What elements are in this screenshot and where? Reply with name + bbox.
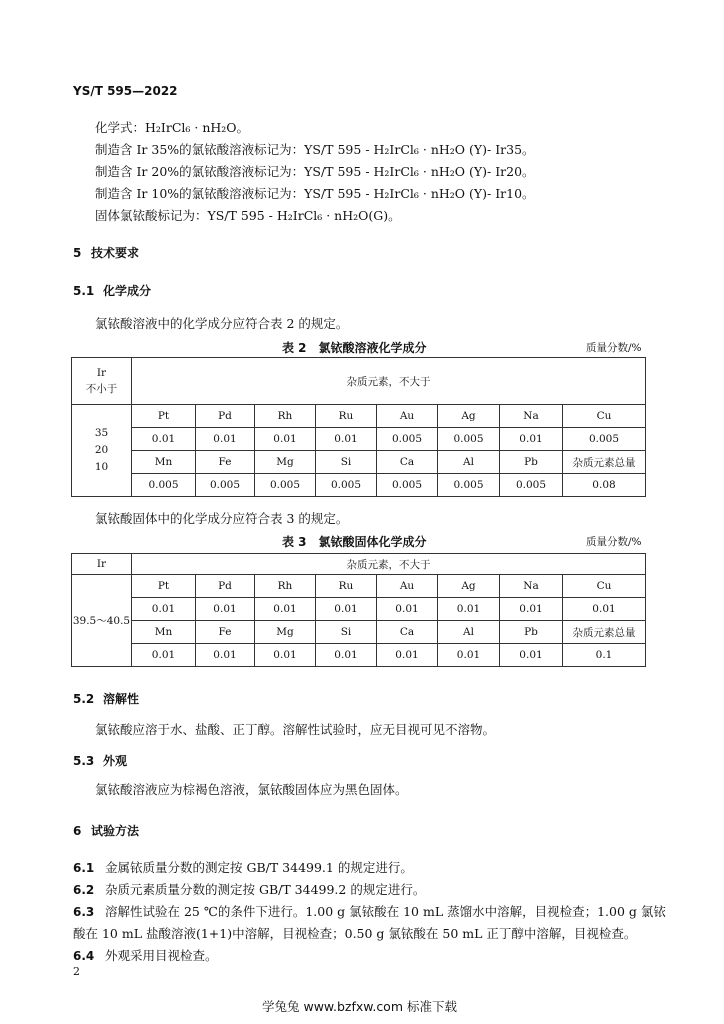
element-value: 0.005: [500, 474, 563, 497]
element-name: Cu: [563, 575, 646, 598]
table-unit: 质量分数/%: [586, 536, 642, 548]
section-number: 5: [73, 246, 82, 260]
section-number: 5.3: [73, 754, 95, 768]
test-method-item: [73, 858, 413, 876]
element-value: 0.01: [500, 428, 563, 451]
element-name: Mn: [132, 621, 196, 644]
section-heading: [73, 244, 139, 261]
section-heading: [73, 822, 139, 839]
element-value: 0.01: [500, 644, 563, 667]
element-name: Pd: [196, 575, 255, 598]
section-heading: [73, 282, 151, 299]
impurity-header: 杂质元素，不大于: [132, 358, 646, 405]
section-number: 6: [73, 824, 82, 838]
element-name: Ca: [377, 451, 438, 474]
item-number: 6.1: [73, 861, 95, 875]
item-text: 溶解性试验在 25 ℃的条件下进行。1.00 g 氯铱酸在 10 mL 蒸馏水中溶解，目视检查；1.00 g 氯铱: [105, 904, 666, 919]
item-text: 外观采用目视检查。: [105, 948, 218, 963]
element-value: 0.005: [438, 474, 500, 497]
impurity-header: 杂质元素，不大于: [132, 554, 646, 575]
element-name: Mg: [255, 451, 316, 474]
paragraph: 氯铱酸固体中的化学成分应符合表 3 的规定。: [95, 511, 349, 526]
element-value: 0.005: [563, 428, 646, 451]
test-method-item: [73, 902, 666, 920]
chemical-formula: [95, 118, 249, 136]
element-name: Pb: [500, 621, 563, 644]
element-name: Mn: [132, 451, 196, 474]
paragraph: 氯铱酸溶液中的化学成分应符合表 2 的规定。: [95, 316, 349, 331]
element-name: Rh: [255, 575, 316, 598]
section-heading: [73, 690, 139, 707]
section-heading: [73, 752, 127, 769]
table-caption: 表 3 氯铱酸固体化学成分: [282, 535, 427, 549]
element-name: Al: [438, 451, 500, 474]
ir-header-cell: [72, 358, 132, 405]
element-name: Pd: [196, 405, 255, 428]
element-value: 0.005: [377, 474, 438, 497]
element-name: Na: [500, 575, 563, 598]
ir-value: 35: [94, 427, 109, 439]
element-value: 0.01: [500, 598, 563, 621]
element-name: Na: [500, 405, 563, 428]
section-title: 外观: [103, 754, 128, 768]
element-name: Pt: [132, 405, 196, 428]
element-value: 0.01: [438, 644, 500, 667]
section-title: 溶解性: [103, 692, 140, 706]
element-name: Si: [316, 621, 377, 644]
formula-label: 化学式：: [95, 120, 146, 135]
table-3: [71, 553, 646, 667]
element-value: 0.01: [255, 644, 316, 667]
element-value: 0.01: [196, 598, 255, 621]
ir-label: Ir: [96, 367, 107, 379]
element-name: Cu: [563, 405, 646, 428]
watermark-text: 学兔兔 www.bzfxw.com 标准下载: [262, 999, 457, 1014]
section-number: 5.1: [73, 284, 95, 298]
ir-value: 10: [94, 461, 109, 473]
element-value: 0.01: [316, 598, 377, 621]
element-name: Ca: [377, 621, 438, 644]
element-name: Fe: [196, 621, 255, 644]
document-id: YS/T 595—2022: [73, 84, 178, 98]
formula-value: H₂IrCl₆ · nH₂O。: [145, 120, 250, 135]
element-value: 0.01: [196, 428, 255, 451]
element-name: Ag: [438, 575, 500, 598]
test-method-item-continued: 酸在 10 mL 盐酸溶液(1+1)中溶解，目视检查；0.50 g 氯铱酸在 50 mL 正丁醇中溶解，目视检查。: [73, 926, 637, 941]
element-value: 0.08: [563, 474, 646, 497]
element-value: 0.01: [438, 598, 500, 621]
item-number: 6.3: [73, 905, 95, 919]
ir-values-cell: [72, 405, 132, 497]
section-title: 试验方法: [91, 824, 140, 838]
table-unit: 质量分数/%: [586, 342, 642, 354]
element-name: Pb: [500, 451, 563, 474]
ir-value: 20: [94, 444, 109, 456]
element-name: Si: [316, 451, 377, 474]
element-value: 0.01: [132, 644, 196, 667]
item-text: 杂质元素质量分数的测定按 GB/T 34499.2 的规定进行。: [105, 882, 426, 897]
table-caption: 表 2 氯铱酸溶液化学成分: [282, 341, 427, 355]
element-name: Pt: [132, 575, 196, 598]
item-number: 6.4: [73, 949, 95, 963]
element-name: 杂质元素总量: [563, 451, 646, 474]
page-number: 2: [73, 965, 80, 978]
table-2: [71, 357, 646, 497]
item-number: 6.2: [73, 883, 95, 897]
ir-value-cell: 39.5～40.5: [72, 575, 132, 667]
element-name: Al: [438, 621, 500, 644]
paragraph: 氯铱酸应溶于水、盐酸、正丁醇。溶解性试验时，应无目视可见不溶物。: [95, 722, 496, 737]
designation-line: 制造含 Ir 10%的氯铱酸溶液标记为：YS/T 595 - H₂IrCl₆ · nH₂O (Y)- Ir10。: [95, 186, 535, 201]
element-name: Ru: [316, 405, 377, 428]
designation-line: 制造含 Ir 20%的氯铱酸溶液标记为：YS/T 595 - H₂IrCl₆ · nH₂O (Y)- Ir20。: [95, 164, 535, 179]
element-name: 杂质元素总量: [563, 621, 646, 644]
ir-header-cell: Ir: [72, 554, 132, 575]
element-value: 0.01: [563, 598, 646, 621]
element-name: Au: [377, 405, 438, 428]
element-value: 0.01: [377, 644, 438, 667]
element-name: Mg: [255, 621, 316, 644]
element-value: 0.01: [255, 428, 316, 451]
section-number: 5.2: [73, 692, 95, 706]
section-title: 技术要求: [91, 246, 140, 260]
element-value: 0.005: [132, 474, 196, 497]
element-value: 0.01: [377, 598, 438, 621]
element-value: 0.01: [196, 644, 255, 667]
test-method-item: [73, 880, 425, 898]
element-name: Fe: [196, 451, 255, 474]
item-text: 金属铱质量分数的测定按 GB/T 34499.1 的规定进行。: [105, 860, 413, 875]
designation-line: 固体氯铱酸标记为：YS/T 595 - H₂IrCl₆ · nH₂O(G)。: [95, 208, 401, 223]
element-value: 0.01: [316, 428, 377, 451]
test-method-item: [73, 946, 218, 964]
element-name: Rh: [255, 405, 316, 428]
element-value: 0.005: [196, 474, 255, 497]
element-value: 0.01: [132, 598, 196, 621]
element-value: 0.005: [255, 474, 316, 497]
section-title: 化学成分: [103, 284, 152, 298]
designation-line: 制造含 Ir 35%的氯铱酸溶液标记为：YS/T 595 - H₂IrCl₆ · nH₂O (Y)- Ir35。: [95, 142, 535, 157]
element-value: 0.01: [132, 428, 196, 451]
element-value: 0.005: [377, 428, 438, 451]
element-value: 0.005: [438, 428, 500, 451]
element-name: Ru: [316, 575, 377, 598]
paragraph: 氯铱酸溶液应为棕褐色溶液，氯铱酸固体应为黑色固体。: [95, 782, 408, 797]
element-name: Ag: [438, 405, 500, 428]
element-value: 0.1: [563, 644, 646, 667]
element-value: 0.01: [316, 644, 377, 667]
element-value: 0.005: [316, 474, 377, 497]
element-value: 0.01: [255, 598, 316, 621]
element-name: Au: [377, 575, 438, 598]
ir-min-label: 不小于: [85, 383, 118, 395]
